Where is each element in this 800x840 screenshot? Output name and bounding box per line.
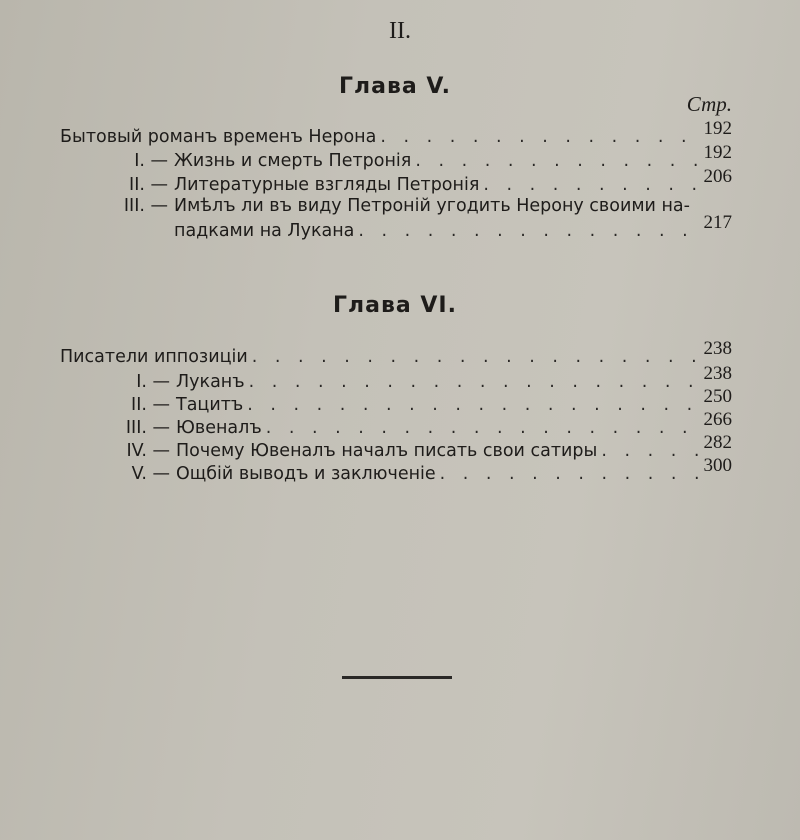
leader-dots	[601, 441, 699, 461]
toc-page: 238	[703, 338, 732, 359]
leader-dots	[266, 418, 700, 438]
toc-entry	[110, 166, 732, 196]
toc-entry	[110, 432, 732, 462]
toc-entry	[110, 363, 732, 393]
toc-entry-text: Ощбій выводъ и заключеніе	[176, 464, 436, 484]
leader-dots	[358, 221, 699, 241]
page-number: II.	[389, 18, 411, 44]
toc-entry	[110, 409, 732, 439]
toc-entry-text: Ювеналъ	[176, 418, 262, 438]
toc-heading-ch6	[60, 338, 732, 368]
toc-entry-text: Луканъ	[176, 372, 245, 392]
toc-entry	[110, 455, 732, 485]
toc-entry-text: Почему Ювеналъ началъ писать свои сатиры	[176, 441, 598, 461]
toc-entry-number: III. —	[123, 196, 168, 216]
toc-entry-number: I. —	[134, 151, 168, 171]
closing-rule	[342, 676, 452, 679]
leader-dots	[252, 347, 700, 367]
toc-entry-text: падками на Лукана	[174, 221, 355, 241]
toc-heading-text: Писатели иппозиціи	[60, 347, 248, 367]
toc-page: 300	[703, 455, 732, 476]
leader-dots	[380, 127, 699, 147]
toc-page: 282	[703, 432, 732, 453]
chapter-5-title: Глава V.	[339, 74, 451, 99]
page-column-header: Стр.	[686, 92, 732, 116]
toc-entry-number: V. —	[131, 464, 170, 484]
toc-page: 238	[703, 363, 732, 384]
toc-page: 250	[703, 386, 732, 407]
toc-entry-continuation	[174, 212, 732, 242]
leader-dots	[483, 175, 699, 195]
chapter-6-title: Глава VI.	[333, 293, 457, 318]
toc-heading-text: Бытовый романъ временъ Нерона	[60, 127, 377, 147]
toc-entry	[110, 142, 732, 172]
toc-entry-number: I. —	[136, 372, 170, 392]
toc-entry-number: III. —	[125, 418, 170, 438]
toc-entry-number: II. —	[131, 395, 170, 415]
toc-entry-text: Имѣлъ ли въ виду Петроній угодить Нерону своими на-	[174, 196, 690, 216]
leader-dots	[249, 372, 700, 392]
toc-heading-ch5	[60, 118, 732, 148]
toc-page: 217	[703, 212, 732, 233]
toc-entry-text: Жизнь и смерть Петронія	[174, 151, 412, 171]
toc-entry	[110, 386, 732, 416]
toc-entry-number: II. —	[129, 175, 168, 195]
leader-dots	[440, 464, 700, 484]
toc-page: 192	[703, 118, 732, 139]
toc-page: 192	[703, 142, 732, 163]
toc-entry	[110, 196, 732, 216]
toc-page: 206	[703, 166, 732, 187]
toc-entry-text: Литературные взгляды Петронія	[174, 175, 480, 195]
leader-dots	[415, 151, 699, 171]
toc-entry-number: IV. —	[126, 441, 170, 461]
toc-page: 266	[703, 409, 732, 430]
toc-entry-text: Тацитъ	[176, 395, 244, 415]
leader-dots	[247, 395, 699, 415]
